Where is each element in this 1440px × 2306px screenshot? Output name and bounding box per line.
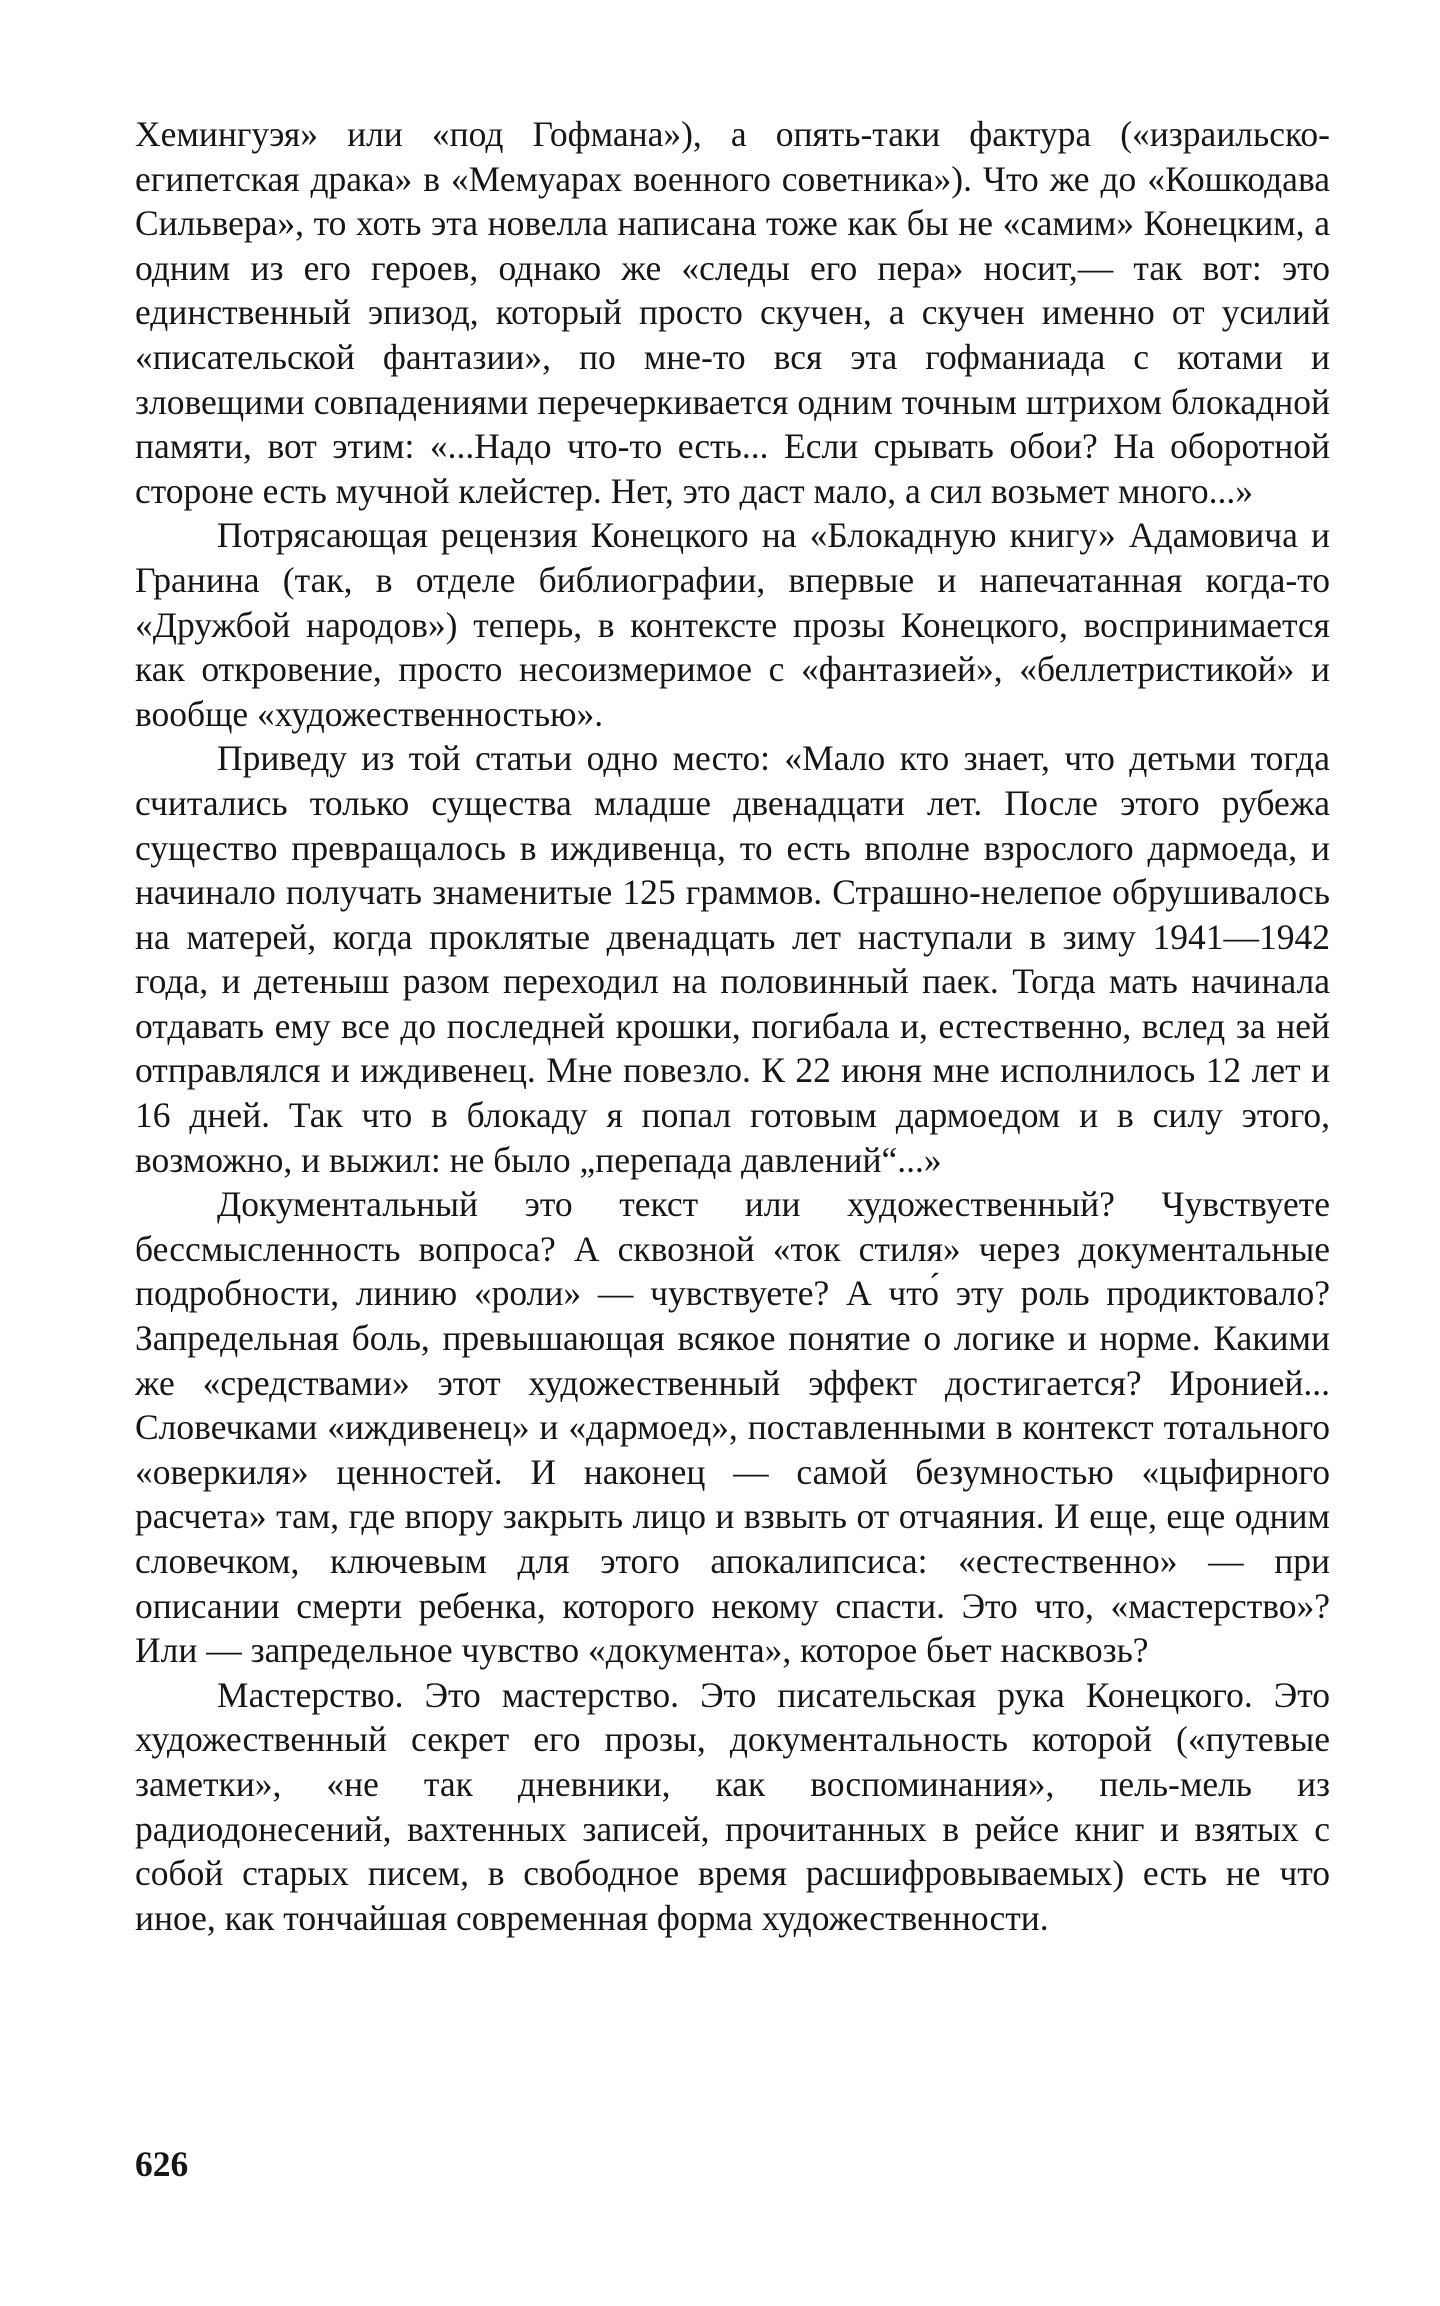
paragraph-3: Приведу из той статьи одно место: «Мало кто знает, что детьми тогда считались только существа младше двенадцати лет. После этого рубежа существо превращалось в иждивенца, то есть вполне взрослого дармоеда, и начинало получать знаменитые 125 граммов. Страшно-нелепое обрушивалось на матерей, когда проклятые двенадцать лет наступали в зиму 1941—1942 года, и детеныш разом переходил на половинный паек. Тогда мать начинала отдавать ему все до последней крошки, погибала и, естественно, вслед за ней отправлялся и иждивенец. Мне повезло. К 22 июня мне исполнилось 12 лет и 16 дней. Так что в блокаду я попал готовым дармоедом и в силу этого, возможно, и выжил: не было „перепада давлений“...»	[135, 738, 1330, 1180]
paragraph-4: Документальный это текст или художественный? Чувствуете бессмысленность вопроса? А сквозной «ток стиля» через документальные подробности, линию «роли» — чувствуете? А что́ эту роль продиктовало? Запредельная боль, превышающая всякое понятие о логике и норме. Какими же «средствами» этот художественный эффект достигается? Иронией... Словечками «иждивенец» и «дармоед», поставленными в контекст тотального «оверкиля» ценностей. И наконец — самой безумностью «цыфирного расчета» там, где впору закрыть лицо и взвыть от отчаяния. И еще, еще одним словечком, ключевым для этого апокалипсиса: «естественно» — при описании смерти ребенка, которого некому спасти. Это что, «мастерство»? Или — запредельное чувство «документа», которое бьет насквозь?	[135, 1184, 1330, 1671]
paragraph-5: Мастерство. Это мастерство. Это писательская рука Конецкого. Это художественный секрет его прозы, документальность которой («путевые заметки», «не так дневники, как воспоминания», пель-мель из радиодонесений, вахтенных записей, прочитанных в рейсе книг и взятых с собой старых писем, в свободное время расшифровываемых) есть не что иное, как тончайшая современная форма художественности.	[135, 1674, 1330, 1938]
page-text	[135, 112, 1330, 1940]
page-number: 626	[135, 2144, 189, 2184]
paragraph-1: Хемингуэя» или «под Гофмана»), а опять-таки фактура («израильско-египетская драка» в «Мемуарах военного советника»). Что же до «Кошкодава Сильвера», то хоть эта новелла написана тоже как бы не «самим» Конецким, а одним из его героев, однако же «следы его пера» носит,— так вот: это единственный эпизод, который просто скучен, а скучен именно от усилий «писательской фантазии», по мне-то вся эта гофманиада с котами и зловещими совпадениями перечеркивается одним точным штрихом блокадной памяти, вот этим: «...Надо что-то есть... Если срывать обои? На оборотной стороне есть мучной клейстер. Нет, это даст мало, а сил возьмет много...»	[135, 114, 1330, 511]
paragraph-2: Потрясающая рецензия Конецкого на «Блокадную книгу» Адамовича и Гранина (так, в отделе библиографии, впервые и напечатанная когда-то «Дружбой народов») теперь, в контексте прозы Конецкого, воспринимается как откровение, просто несоизмеримое с «фантазией», «беллетристикой» и вообще «художественностью».	[135, 515, 1330, 734]
